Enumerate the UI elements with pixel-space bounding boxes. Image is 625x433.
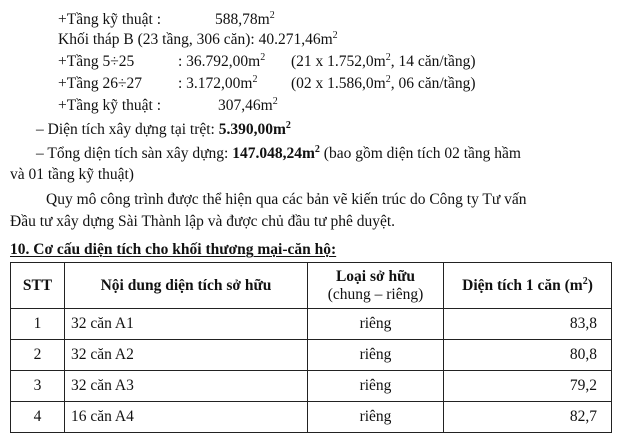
sup-2: 2 — [260, 51, 266, 63]
total-area-label: – Tổng diện tích sàn xây dựng: — [36, 145, 233, 162]
scale-paragraph-line-2: Đầu tư xây dựng Sài Thành lập và được chủ đầu tư phê duyệt. — [10, 213, 396, 230]
floor-5-25-note-text: (21 x 1.752,0m — [291, 53, 386, 70]
header-type-main: Loại sở hữu — [335, 267, 416, 285]
section-10-heading: 10. Cơ cấu diện tích cho khối thương mại-căn hộ: — [10, 241, 337, 258]
sup-2: 2 — [385, 51, 391, 63]
header-content: Nội dung diện tích sở hữu — [65, 263, 308, 309]
floor-26-27-note-tail: , 06 căn/tầng) — [390, 75, 476, 92]
sup-2: 2 — [285, 119, 291, 131]
tech-floor-b-label: +Tầng kỹ thuật : — [58, 97, 162, 114]
floor-5-25-value — [178, 52, 265, 72]
tower-b-text: Khối tháp B (23 tầng, 306 căn): 40.271,46m — [58, 31, 333, 48]
tech-floor-a-value — [215, 10, 275, 30]
row-type: riêng — [308, 340, 444, 371]
tech-floor-a-line — [58, 10, 161, 30]
total-area-note-2: và 01 tầng kỹ thuật) — [10, 166, 134, 183]
row-content: 32 căn A2 — [65, 340, 308, 371]
table-row — [11, 340, 612, 371]
tech-floor-b-value-text: 307,46m — [218, 97, 273, 114]
header-area — [444, 263, 612, 309]
floor-26-27-note — [291, 74, 476, 94]
ground-area-line — [36, 120, 291, 140]
table-row — [11, 309, 612, 340]
row-stt: 4 — [11, 402, 65, 433]
header-type-sub: (chung – riêng) — [327, 285, 424, 303]
floor-5-25-note — [291, 52, 476, 72]
sup-2: 2 — [272, 95, 278, 107]
header-type — [308, 263, 444, 309]
row-stt: 1 — [11, 309, 65, 340]
row-type: riêng — [308, 402, 444, 433]
total-area-note: (bao gồm diện tích 02 tầng hầm — [319, 145, 521, 162]
row-area: 82,7 — [444, 402, 612, 433]
sup-2: 2 — [269, 9, 275, 21]
sup-2: 2 — [385, 73, 391, 85]
table-row — [11, 402, 612, 433]
row-type: riêng — [308, 371, 444, 402]
row-content: 32 căn A1 — [65, 309, 308, 340]
table-header-row — [11, 263, 612, 309]
tech-floor-a-value-text: 588,78m — [215, 11, 270, 28]
sup-2: 2 — [314, 143, 320, 155]
row-area: 80,8 — [444, 340, 612, 371]
table-row — [11, 371, 612, 402]
tech-floor-a-label: +Tầng kỹ thuật : — [58, 11, 162, 28]
floor-26-27-label: +Tầng 26÷27 — [58, 75, 142, 92]
floor-5-25-value-text: : 36.792,00m — [178, 53, 261, 70]
ground-area-value: 5.390,00m — [218, 121, 286, 138]
scale-paragraph-line-1: Quy mô công trình được thể hiện qua các bản vẽ kiến trúc do Công ty Tư vấn — [46, 191, 527, 208]
floor-5-25-label: +Tầng 5÷25 — [58, 53, 135, 70]
floor-26-27-note-text: (02 x 1.586,0m — [291, 75, 386, 92]
total-area-line — [36, 144, 521, 164]
header-area-close: ) — [587, 276, 593, 294]
header-area-text: Diện tích 1 căn (m — [462, 276, 583, 294]
area-table — [10, 262, 612, 433]
floor-26-27-value-text: : 3.172,00m — [178, 75, 253, 92]
row-stt: 2 — [11, 340, 65, 371]
sup-2: 2 — [252, 73, 258, 85]
total-area-value: 147.048,24m — [232, 145, 315, 162]
row-area: 83,8 — [444, 309, 612, 340]
tower-b-line — [58, 30, 338, 50]
row-type: riêng — [308, 309, 444, 340]
row-stt: 3 — [11, 371, 65, 402]
sup-2: 2 — [332, 29, 338, 41]
ground-area-label: – Diện tích xây dựng tại trệt: — [36, 121, 219, 138]
floor-5-25-note-tail: , 14 căn/tầng) — [390, 53, 476, 70]
row-content: 32 căn A3 — [65, 371, 308, 402]
row-area: 79,2 — [444, 371, 612, 402]
floor-26-27-value — [178, 74, 258, 94]
header-stt: STT — [11, 263, 65, 309]
sup-2: 2 — [582, 275, 588, 287]
tech-floor-b-value — [218, 96, 278, 116]
row-content: 16 căn A4 — [65, 402, 308, 433]
